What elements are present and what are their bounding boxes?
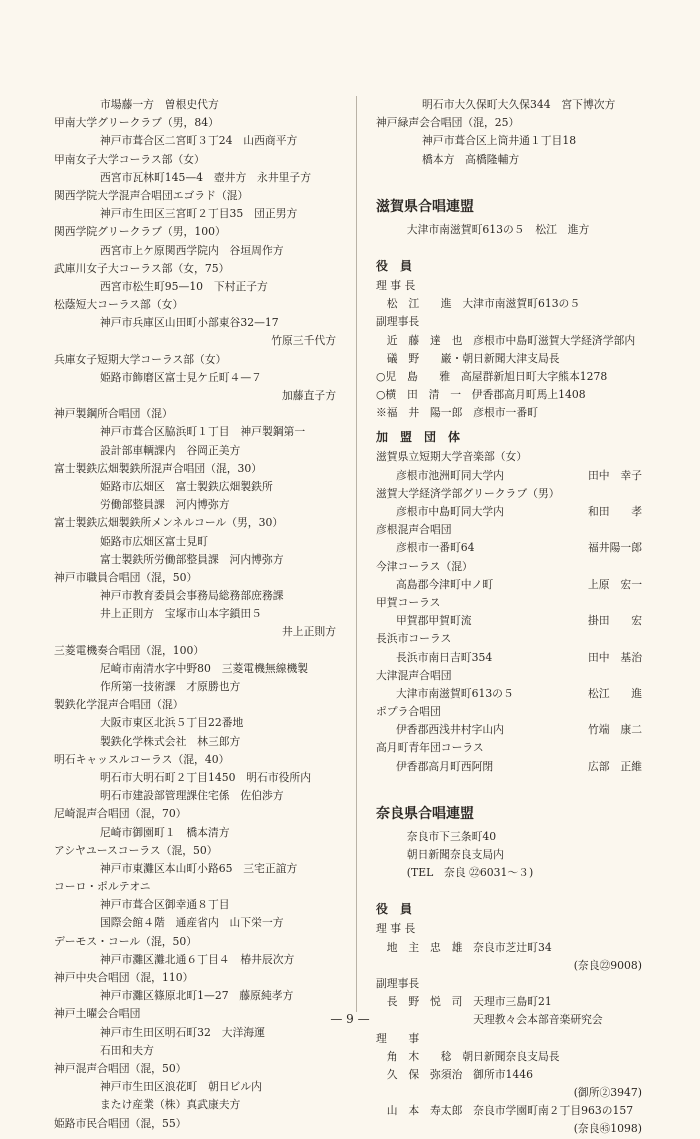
directory-line bbox=[54, 678, 336, 696]
line-text: 副理事長 bbox=[376, 976, 420, 990]
directory-line bbox=[54, 987, 336, 1005]
line-text: 石田和夫方 bbox=[100, 1043, 154, 1057]
line-text: 長浜市南日吉町354 bbox=[396, 650, 493, 664]
directory-line bbox=[54, 132, 336, 150]
line-text: 天理教々会本部音楽研究会 bbox=[376, 1013, 603, 1027]
line-text: 西宮市上ケ原関西学院内 谷垣周作方 bbox=[100, 243, 284, 257]
directory-line bbox=[54, 660, 336, 678]
directory-line bbox=[54, 314, 336, 332]
directory-line bbox=[54, 824, 336, 842]
directory-line bbox=[376, 521, 642, 539]
line-text: 神戸市生田区明石町32 大洋海運 bbox=[100, 1025, 265, 1039]
contact-name: 竹端 康二 bbox=[588, 723, 642, 737]
directory-line bbox=[54, 1042, 336, 1060]
line-text: 尼崎混声合唱団（混，70） bbox=[54, 807, 187, 821]
directory-line bbox=[376, 920, 642, 938]
contact-name: (奈良㊺1098) bbox=[573, 1122, 642, 1136]
directory-line bbox=[54, 1024, 336, 1042]
line-text: 神戸市葺合区二宮町３丁24 山西商平方 bbox=[100, 134, 298, 148]
directory-line bbox=[376, 503, 642, 521]
contact-name: 田中 幸子 bbox=[588, 468, 642, 482]
directory-line bbox=[54, 387, 336, 405]
line-text: 橋本方 高橋隆輔方 bbox=[422, 152, 520, 166]
line-text: 神戸混声合唱団（混，50） bbox=[54, 1061, 187, 1075]
directory-line bbox=[376, 939, 642, 957]
directory-line bbox=[54, 514, 336, 532]
line-text: 高月町青年団コーラス bbox=[376, 741, 484, 755]
directory-line bbox=[376, 386, 642, 404]
directory-line bbox=[54, 551, 336, 569]
directory-line bbox=[54, 151, 336, 169]
section-heading: 役 員 bbox=[376, 258, 413, 273]
line-text: 久 保 弥須治 御所市1446 bbox=[376, 1067, 534, 1081]
line-text: 尼崎市南清水字中野80 三菱電機無線機製 bbox=[100, 661, 309, 675]
line-text: 山 本 寿太郎 奈良市学園町南２丁目963の157 bbox=[376, 1104, 634, 1118]
directory-line bbox=[54, 714, 336, 732]
line-text: 富士製鉄広畑製鉄所メンネルコール（男，30） bbox=[54, 516, 284, 530]
directory-line bbox=[376, 1066, 642, 1084]
directory-line bbox=[54, 914, 336, 932]
directory-line bbox=[54, 205, 336, 223]
directory-line bbox=[376, 864, 642, 882]
line-text: 長 野 悦 司 天理市三島町21 bbox=[376, 995, 552, 1009]
directory-line bbox=[376, 846, 642, 864]
line-text: 彦根市池洲町同大学内 bbox=[396, 468, 504, 482]
directory-line bbox=[376, 667, 642, 685]
directory-line bbox=[54, 278, 336, 296]
directory-line bbox=[376, 685, 642, 703]
line-text: 甲南女子大学コーラス部（女） bbox=[54, 152, 205, 166]
line-text: 甲賀郡甲賀町流 bbox=[396, 614, 472, 628]
directory-line bbox=[376, 612, 642, 630]
line-text: 甲賀コーラス bbox=[376, 595, 441, 609]
line-text: コーロ・ポルテオニ bbox=[54, 880, 151, 894]
line-text: 姫路市民合唱団（混，55） bbox=[54, 1116, 187, 1130]
directory-line bbox=[376, 703, 642, 721]
contact-name: (御所②3947) bbox=[573, 1086, 642, 1100]
line-text: 井上正則方 宝塚市山本字鎖田５ bbox=[100, 607, 262, 621]
directory-line bbox=[376, 630, 642, 648]
directory-line bbox=[54, 405, 336, 423]
line-text: 神戸市職員合唱団（混，50） bbox=[54, 570, 198, 584]
line-text: 理 事 長 bbox=[376, 922, 416, 936]
directory-line bbox=[54, 478, 336, 496]
line-text: 明石市大明石町２丁目1450 明石市役所内 bbox=[100, 770, 312, 784]
directory-line bbox=[54, 169, 336, 187]
directory-line bbox=[376, 1084, 642, 1102]
line-text: 今津コーラス（混） bbox=[376, 559, 473, 573]
line-text: 尼崎市御園町１ 橋本清方 bbox=[100, 825, 230, 839]
directory-line bbox=[54, 605, 336, 623]
directory-line bbox=[376, 151, 642, 169]
directory-line bbox=[376, 993, 642, 1011]
contact-name: 福井陽一郎 bbox=[588, 541, 642, 555]
directory-line bbox=[54, 860, 336, 878]
line-text: 理 事 bbox=[376, 1031, 420, 1045]
directory-line bbox=[376, 350, 642, 368]
directory-line bbox=[376, 485, 642, 503]
line-text: 作所第一技術課 才原勝也方 bbox=[100, 680, 241, 693]
line-text: 西宮市瓦林町145—4 壺井方 永井里子方 bbox=[100, 170, 312, 184]
line-text: 関西学院大学混声合唱団エゴラド（混） bbox=[54, 188, 249, 202]
directory-line bbox=[376, 739, 642, 757]
line-text: アシヤユースコーラス（混，50） bbox=[54, 843, 218, 857]
directory-line bbox=[54, 751, 336, 769]
line-text: 高島郡今津町中ノ町 bbox=[396, 577, 494, 591]
line-text: 神戸中央合唱団（混，110） bbox=[54, 971, 194, 984]
directory-line bbox=[376, 721, 642, 739]
spacer bbox=[376, 239, 642, 251]
line-text: 彦根混声合唱団 bbox=[376, 523, 452, 537]
directory-line bbox=[376, 649, 642, 667]
directory-line bbox=[376, 313, 642, 331]
directory-line bbox=[54, 114, 336, 132]
directory-line bbox=[54, 787, 336, 805]
directory-line bbox=[54, 733, 336, 751]
directory-line bbox=[376, 758, 642, 776]
line-text: 西宮市松生町95—10 下村正子方 bbox=[100, 279, 268, 293]
line-text: 設計部車輌課内 谷岡正美方 bbox=[100, 443, 241, 457]
line-text: 神戸市葺合区御幸通８丁目 bbox=[100, 898, 230, 912]
directory-line bbox=[54, 369, 336, 387]
directory-line bbox=[376, 539, 642, 557]
directory-line bbox=[376, 404, 642, 422]
directory-line bbox=[54, 260, 336, 278]
line-text: 彦根市中島町同大学内 bbox=[396, 505, 504, 518]
line-text: 姫路市広畑区 富士製鉄広畑製鉄所 bbox=[100, 479, 273, 493]
line-text: 姫路市飾磨区富士見ケ丘町４—７ bbox=[100, 370, 262, 384]
line-text: 松 江 進 大津市南滋賀町613の５ bbox=[376, 297, 581, 311]
directory-line bbox=[376, 975, 642, 993]
line-text: 神戸製鋼所合唱団（混） bbox=[54, 407, 173, 421]
directory-line bbox=[376, 332, 642, 350]
directory-line bbox=[54, 496, 336, 514]
contact-name: 加藤直子方 bbox=[282, 389, 336, 402]
line-text: 大津混声合唱団 bbox=[376, 668, 452, 682]
directory-line bbox=[376, 277, 642, 295]
line-text: 神戸市灘区篠原北町1—27 藤原純孝方 bbox=[100, 989, 294, 1003]
directory-line bbox=[376, 1102, 642, 1120]
directory-line bbox=[376, 594, 642, 612]
contact-name: 広部 正維 bbox=[588, 759, 642, 773]
left-column bbox=[54, 96, 336, 1133]
directory-line bbox=[376, 828, 642, 846]
directory-line bbox=[54, 951, 336, 969]
line-text: 伊香郡西浅井村字山内 bbox=[396, 723, 504, 737]
directory-line bbox=[54, 296, 336, 314]
line-text: 大津市南滋賀町613の５ bbox=[396, 686, 514, 700]
directory-line bbox=[54, 1060, 336, 1078]
contact-name: 掛田 宏 bbox=[588, 614, 642, 628]
line-text: 副理事長 bbox=[376, 315, 420, 329]
line-text: 関西学院グリークラブ（男，100） bbox=[54, 225, 226, 239]
line-text: 近 藤 達 也 彦根市中島町滋賀大学経済学部内 bbox=[376, 333, 636, 347]
directory-line bbox=[376, 1048, 642, 1066]
column-divider bbox=[356, 96, 357, 1012]
line-text: 神戸市葺合区上筒井通１丁目18 bbox=[422, 134, 577, 148]
spacer bbox=[376, 882, 642, 894]
contact-name: 田中 基治 bbox=[588, 650, 642, 664]
contact-name: 竹原三千代方 bbox=[271, 334, 336, 348]
line-text: ○横 田 清 一 伊香郡高月町馬上1408 bbox=[376, 388, 586, 402]
line-text: 労働部整員課 河内博弥方 bbox=[100, 498, 230, 512]
directory-line bbox=[54, 642, 336, 660]
directory-line bbox=[54, 223, 336, 241]
contact-name: 和田 孝 bbox=[588, 505, 642, 518]
directory-line bbox=[54, 423, 336, 441]
line-text: 彦根市一番町64 bbox=[396, 541, 475, 555]
directory-line bbox=[54, 896, 336, 914]
line-text: 製鉄化学混声合唱団（混） bbox=[54, 698, 184, 712]
line-text: 神戸市兵庫区山田町小部東谷32—17 bbox=[100, 316, 279, 330]
line-text: 礒 野 巌・朝日新聞大津支局長 bbox=[376, 351, 560, 365]
directory-line bbox=[54, 569, 336, 587]
line-text: 角 木 稔 朝日新聞奈良支局長 bbox=[376, 1049, 560, 1063]
line-text: ※福 井 陽一郎 彦根市一番町 bbox=[376, 406, 538, 420]
directory-line bbox=[54, 696, 336, 714]
directory-line bbox=[54, 623, 336, 641]
directory-line bbox=[54, 842, 336, 860]
directory-line bbox=[54, 769, 336, 787]
directory-line bbox=[54, 96, 336, 114]
line-text: 明石キャッスルコーラス（混，40） bbox=[54, 752, 230, 766]
line-text: 製鉄化学株式会社 林三郎方 bbox=[100, 734, 241, 748]
contact-name: (奈良㉒9008) bbox=[573, 958, 642, 972]
directory-line bbox=[54, 1115, 336, 1133]
line-text: デーモス・コール（混，50） bbox=[54, 934, 198, 948]
directory-line bbox=[54, 933, 336, 951]
line-text: 地 主 忠 雄 奈良市芝辻町34 bbox=[376, 940, 552, 954]
directory-line bbox=[54, 587, 336, 605]
section-heading: 加 盟 団 体 bbox=[376, 430, 461, 445]
directory-line bbox=[54, 460, 336, 478]
directory-line bbox=[54, 805, 336, 823]
line-text: 伊香郡高月町西阿閉 bbox=[396, 759, 494, 773]
line-text: 大津市南滋賀町613の５ 松江 進方 bbox=[396, 222, 590, 236]
directory-line bbox=[376, 221, 642, 239]
spacer bbox=[376, 776, 642, 788]
directory-line bbox=[376, 132, 642, 150]
line-text: 神戸市東灘区本山町小路65 三宅正誼方 bbox=[100, 861, 298, 875]
directory-line bbox=[376, 558, 642, 576]
line-text: 神戸緑声会合唱団（混，25） bbox=[376, 116, 520, 130]
directory-line bbox=[54, 187, 336, 205]
line-text: 長浜市コーラス bbox=[376, 632, 452, 646]
line-text: 神戸土曜会合唱団 bbox=[54, 1007, 141, 1021]
directory-line bbox=[376, 295, 642, 313]
contact-name: 松江 進 bbox=[588, 686, 642, 700]
line-text: ポプラ合唱団 bbox=[376, 705, 441, 719]
spacer bbox=[376, 169, 642, 181]
directory-line bbox=[54, 332, 336, 350]
line-text: 神戸市生田区浪花町 朝日ビル内 bbox=[100, 1080, 262, 1094]
directory-line bbox=[376, 368, 642, 386]
directory-line bbox=[376, 576, 642, 594]
line-text: 奈良市下三条町40 bbox=[396, 829, 497, 843]
directory-line bbox=[54, 1096, 336, 1114]
page-number: — 9 — bbox=[330, 1012, 370, 1026]
directory-line bbox=[54, 533, 336, 551]
directory-line bbox=[54, 351, 336, 369]
line-text: 甲南大学グリークラブ（男，84） bbox=[54, 116, 219, 130]
line-text: 富士製鉄所労働部整員課 河内博弥方 bbox=[100, 552, 284, 566]
line-text: 松蔭短大コーラス部（女） bbox=[54, 298, 184, 312]
federation-heading: 滋賀県合唱連盟 bbox=[376, 198, 474, 215]
directory-line bbox=[54, 442, 336, 460]
line-text: 市場藤一方 曽根史代方 bbox=[100, 98, 219, 111]
line-text: ○児 島 雅 高屋群新旭日町大字熊本1278 bbox=[376, 369, 608, 383]
line-text: (TEL 奈良 ㉒6031～３) bbox=[396, 866, 534, 880]
directory-line bbox=[54, 878, 336, 896]
line-text: 富士製鉄広畑製鉄所混声合唱団（混，30） bbox=[54, 461, 263, 475]
directory-line bbox=[376, 1120, 642, 1138]
line-text: 兵庫女子短期大学コーラス部（女） bbox=[54, 352, 227, 366]
line-text: 国際会館４階 通産省内 山下栄一方 bbox=[100, 916, 284, 930]
line-text: 滋賀県立短期大学音楽部（女） bbox=[376, 450, 528, 464]
directory-line bbox=[376, 1030, 642, 1048]
line-text: 神戸市生田区三宮町２丁目35 団正男方 bbox=[100, 207, 298, 221]
section-heading: 役 員 bbox=[376, 902, 413, 917]
directory-line bbox=[376, 448, 642, 466]
line-text: 三菱電機奏合唱団（混，100） bbox=[54, 643, 205, 657]
line-text: 明石市大久保町大久保344 宮下博次方 bbox=[422, 98, 616, 111]
directory-line bbox=[376, 467, 642, 485]
line-text: 大阪市東区北浜５丁目22番地 bbox=[100, 716, 244, 730]
directory-line bbox=[54, 242, 336, 260]
line-text: 神戸市葺合区脇浜町１丁目 神戸製鋼第一 bbox=[100, 425, 306, 439]
line-text: 神戸市灘区灘北通６丁目４ 椿井辰次方 bbox=[100, 952, 295, 966]
directory-line bbox=[376, 96, 642, 114]
directory-line bbox=[54, 969, 336, 987]
line-text: 明石市建設部管理課住宅係 佐伯渉方 bbox=[100, 789, 284, 803]
line-text: 朝日新聞奈良支局内 bbox=[396, 848, 504, 861]
line-text: 滋賀大学経済学部グリークラブ（男） bbox=[376, 486, 560, 500]
contact-name: 井上正則方 bbox=[282, 625, 336, 639]
directory-line bbox=[376, 114, 642, 132]
right-column bbox=[376, 96, 642, 1139]
line-text: またけ産業（株）真武康夫方 bbox=[100, 1098, 241, 1112]
line-text: 神戸市教育委員会事務局総務部庶務課 bbox=[100, 589, 284, 603]
line-text: 武庫川女子大コーラス部（女，75） bbox=[54, 261, 230, 275]
directory-line bbox=[54, 1078, 336, 1096]
federation-heading: 奈良県合唱連盟 bbox=[376, 805, 474, 822]
contact-name: 上原 宏一 bbox=[588, 577, 642, 591]
line-text: 理 事 長 bbox=[376, 278, 416, 292]
line-text: 姫路市広畑区富士見町 bbox=[100, 534, 208, 548]
directory-line bbox=[376, 957, 642, 975]
